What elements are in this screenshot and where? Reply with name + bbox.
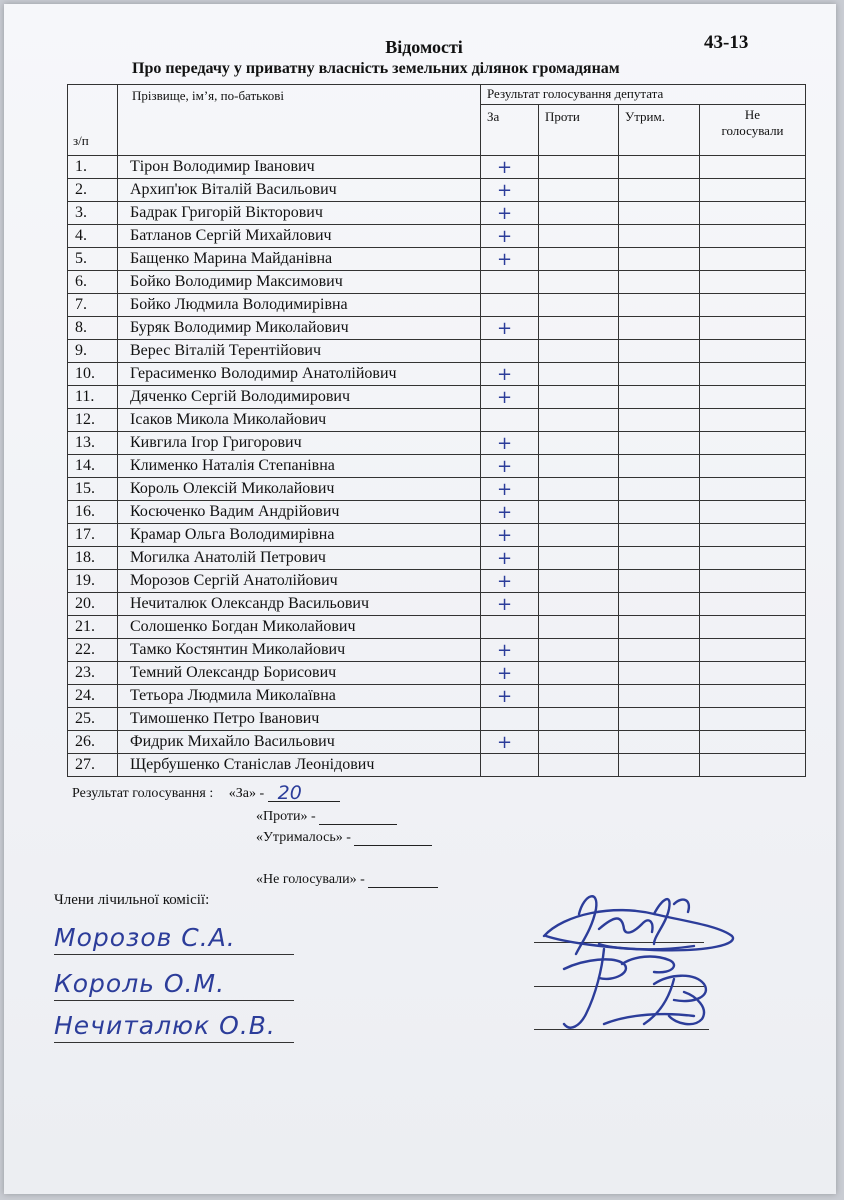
summary-not-voted-blank [368, 873, 438, 888]
vote-not-voted-cell [700, 363, 806, 386]
vote-abstain-cell [619, 386, 700, 409]
row-number: 20. [68, 593, 118, 616]
row-number: 11. [68, 386, 118, 409]
table-row [68, 731, 806, 754]
vote-for-mark: + [481, 501, 539, 524]
summary-for-line [72, 782, 340, 804]
vote-abstain-cell [619, 570, 700, 593]
vote-against-cell [539, 639, 619, 662]
vote-for-mark: + [481, 202, 539, 225]
vote-abstain-cell [619, 179, 700, 202]
document-number: 43-13 [704, 32, 749, 53]
vote-not-voted-cell [700, 386, 806, 409]
vote-for-mark: + [481, 570, 539, 593]
vote-for-mark: + [481, 547, 539, 570]
vote-not-voted-cell [700, 754, 806, 777]
column-header-not-voted [700, 105, 806, 156]
summary-for-blank [268, 782, 340, 804]
row-number: 18. [68, 547, 118, 570]
vote-not-voted-cell [700, 593, 806, 616]
table-row [68, 593, 806, 616]
vote-against-cell [539, 202, 619, 225]
vote-abstain-cell [619, 708, 700, 731]
column-header-name: Прізвище, ім’я, по-батькові [118, 85, 481, 156]
vote-against-cell [539, 616, 619, 639]
row-number: 27. [68, 754, 118, 777]
deputy-name: Верес Віталій Терентійович [118, 340, 481, 363]
summary-for-label: «За» - [228, 786, 265, 801]
row-number: 24. [68, 685, 118, 708]
deputy-name: Герасименко Володимир Анатолійович [118, 363, 481, 386]
vote-abstain-cell [619, 248, 700, 271]
commission-member [54, 1006, 294, 1043]
vote-against-cell [539, 340, 619, 363]
vote-not-voted-cell [700, 455, 806, 478]
vote-for-mark [481, 271, 539, 294]
deputy-name: Батланов Сергій Михайлович [118, 225, 481, 248]
vote-not-voted-cell [700, 340, 806, 363]
vote-not-voted-cell [700, 731, 806, 754]
vote-not-voted-cell [700, 202, 806, 225]
row-number: 14. [68, 455, 118, 478]
vote-against-cell [539, 432, 619, 455]
summary-abstain-label: «Утрималось» - [256, 830, 351, 845]
table-row [68, 754, 806, 777]
vote-for-mark: + [481, 363, 539, 386]
commission-label: Члени лічильної комісії: [54, 892, 210, 908]
row-number: 22. [68, 639, 118, 662]
vote-abstain-cell [619, 754, 700, 777]
deputy-name: Фидрик Михайло Васильович [118, 731, 481, 754]
deputy-name: Нечиталюк Олександр Васильович [118, 593, 481, 616]
vote-not-voted-cell [700, 501, 806, 524]
table-row [68, 708, 806, 731]
table-row [68, 478, 806, 501]
table-row [68, 432, 806, 455]
vote-not-voted-cell [700, 225, 806, 248]
vote-abstain-cell [619, 593, 700, 616]
deputy-name: Король Олексій Миколайович [118, 478, 481, 501]
row-number: 7. [68, 294, 118, 317]
commission-member [54, 964, 294, 1001]
table-row [68, 317, 806, 340]
vote-abstain-cell [619, 156, 700, 179]
vote-against-cell [539, 225, 619, 248]
row-number: 19. [68, 570, 118, 593]
vote-for-mark: + [481, 639, 539, 662]
vote-against-cell [539, 754, 619, 777]
table-row [68, 455, 806, 478]
vote-abstain-cell [619, 409, 700, 432]
vote-against-cell [539, 708, 619, 731]
row-number: 8. [68, 317, 118, 340]
vote-for-mark: + [481, 524, 539, 547]
table-row [68, 179, 806, 202]
column-header-abstain: Утрим. [619, 105, 700, 156]
deputy-name: Крамар Ольга Володимирівна [118, 524, 481, 547]
vote-against-cell [539, 179, 619, 202]
table-row [68, 248, 806, 271]
vote-not-voted-cell [700, 294, 806, 317]
vote-not-voted-cell [700, 179, 806, 202]
summary-not-voted-label: «Не голосували» - [256, 872, 365, 887]
summary-not-voted-line [256, 872, 438, 888]
row-number: 5. [68, 248, 118, 271]
vote-for-mark [481, 708, 539, 731]
table-row [68, 340, 806, 363]
column-header-not-voted-line1: Не [744, 107, 761, 122]
vote-abstain-cell [619, 225, 700, 248]
vote-not-voted-cell [700, 478, 806, 501]
vote-for-mark: + [481, 317, 539, 340]
vote-abstain-cell [619, 501, 700, 524]
row-number: 15. [68, 478, 118, 501]
deputy-name: Тамко Костянтин Миколайович [118, 639, 481, 662]
vote-against-cell [539, 455, 619, 478]
deputy-name: Могилка Анатолій Петрович [118, 547, 481, 570]
vote-against-cell [539, 271, 619, 294]
vote-for-mark: + [481, 432, 539, 455]
commission-member-name: Морозов С.А. [54, 923, 236, 952]
table-row [68, 202, 806, 225]
column-header-against: Проти [539, 105, 619, 156]
vote-for-mark: + [481, 455, 539, 478]
vote-for-mark: + [481, 731, 539, 754]
table-row [68, 662, 806, 685]
signatures-image [504, 874, 754, 1054]
summary-against-label: «Проти» - [256, 809, 316, 824]
row-number: 9. [68, 340, 118, 363]
vote-abstain-cell [619, 455, 700, 478]
table-row [68, 501, 806, 524]
vote-not-voted-cell [700, 271, 806, 294]
vote-abstain-cell [619, 731, 700, 754]
vote-not-voted-cell [700, 547, 806, 570]
row-number: 6. [68, 271, 118, 294]
vote-against-cell [539, 501, 619, 524]
vote-not-voted-cell [700, 662, 806, 685]
vote-for-mark: + [481, 248, 539, 271]
deputy-name: Кивгила Ігор Григорович [118, 432, 481, 455]
vote-abstain-cell [619, 662, 700, 685]
vote-against-cell [539, 156, 619, 179]
summary-against-blank [319, 810, 397, 825]
vote-not-voted-cell [700, 524, 806, 547]
table-row [68, 363, 806, 386]
column-header-result: Результат голосування депутата [481, 85, 806, 105]
vote-abstain-cell [619, 317, 700, 340]
vote-abstain-cell [619, 685, 700, 708]
vote-abstain-cell [619, 294, 700, 317]
summary-against-line [256, 809, 397, 825]
row-number: 25. [68, 708, 118, 731]
vote-not-voted-cell [700, 409, 806, 432]
vote-for-mark: + [481, 685, 539, 708]
vote-abstain-cell [619, 639, 700, 662]
summary-for-value: 20 [277, 782, 302, 804]
voting-table [67, 84, 806, 777]
column-header-not-voted-line2: голосували [721, 123, 784, 138]
deputy-name: Клименко Наталія Степанівна [118, 455, 481, 478]
table-row [68, 225, 806, 248]
vote-abstain-cell [619, 432, 700, 455]
vote-against-cell [539, 547, 619, 570]
vote-not-voted-cell [700, 708, 806, 731]
deputy-name: Дяченко Сергій Володимирович [118, 386, 481, 409]
deputy-name: Тірон Володимир Іванович [118, 156, 481, 179]
table-row [68, 639, 806, 662]
row-number: 23. [68, 662, 118, 685]
table-row [68, 547, 806, 570]
vote-against-cell [539, 363, 619, 386]
vote-not-voted-cell [700, 639, 806, 662]
row-number: 17. [68, 524, 118, 547]
deputy-name: Тетьора Людмила Миколаївна [118, 685, 481, 708]
vote-not-voted-cell [700, 156, 806, 179]
vote-for-mark: + [481, 478, 539, 501]
deputy-name: Ісаков Микола Миколайович [118, 409, 481, 432]
table-row [68, 685, 806, 708]
vote-not-voted-cell [700, 432, 806, 455]
row-number: 16. [68, 501, 118, 524]
deputy-name: Бадрак Григорій Вікторович [118, 202, 481, 225]
vote-against-cell [539, 731, 619, 754]
deputy-name: Морозов Сергій Анатолійович [118, 570, 481, 593]
table-row [68, 271, 806, 294]
deputy-name: Бойко Людмила Володимирівна [118, 294, 481, 317]
vote-for-mark: + [481, 386, 539, 409]
vote-abstain-cell [619, 524, 700, 547]
vote-for-mark: + [481, 662, 539, 685]
commission-member-name: Король О.М. [54, 969, 226, 998]
summary-abstain-line [256, 830, 432, 846]
row-number: 21. [68, 616, 118, 639]
deputy-name: Косюченко Вадим Андрійович [118, 501, 481, 524]
commission-member [54, 918, 294, 955]
deputy-name: Архип'юк Віталій Васильович [118, 179, 481, 202]
vote-not-voted-cell [700, 248, 806, 271]
vote-against-cell [539, 248, 619, 271]
table-row [68, 616, 806, 639]
table-row [68, 386, 806, 409]
vote-for-mark: + [481, 179, 539, 202]
deputy-name: Темний Олександр Борисович [118, 662, 481, 685]
vote-against-cell [539, 524, 619, 547]
vote-against-cell [539, 294, 619, 317]
column-header-for: За [481, 105, 539, 156]
table-row [68, 570, 806, 593]
vote-abstain-cell [619, 340, 700, 363]
row-number: 3. [68, 202, 118, 225]
deputy-name: Тимошенко Петро Іванович [118, 708, 481, 731]
vote-abstain-cell [619, 478, 700, 501]
vote-not-voted-cell [700, 685, 806, 708]
deputy-name: Щербушенко Станіслав Леонідович [118, 754, 481, 777]
summary-label: Результат голосування : [72, 786, 214, 801]
vote-against-cell [539, 685, 619, 708]
document-title: Відомості [385, 37, 463, 57]
vote-abstain-cell [619, 616, 700, 639]
vote-not-voted-cell [700, 616, 806, 639]
table-row [68, 156, 806, 179]
row-number: 13. [68, 432, 118, 455]
vote-against-cell [539, 386, 619, 409]
deputy-name: Буряк Володимир Миколайович [118, 317, 481, 340]
vote-against-cell [539, 409, 619, 432]
table-row [68, 409, 806, 432]
commission-member-name: Нечиталюк О.В. [54, 1011, 276, 1040]
row-number: 26. [68, 731, 118, 754]
vote-for-mark: + [481, 593, 539, 616]
column-header-number: з/п [68, 85, 118, 156]
row-number: 12. [68, 409, 118, 432]
deputy-name: Солошенко Богдан Миколайович [118, 616, 481, 639]
vote-against-cell [539, 478, 619, 501]
table-row [68, 294, 806, 317]
row-number: 1. [68, 156, 118, 179]
table-row [68, 524, 806, 547]
vote-for-mark [481, 294, 539, 317]
row-number: 10. [68, 363, 118, 386]
vote-for-mark: + [481, 225, 539, 248]
vote-against-cell [539, 593, 619, 616]
vote-against-cell [539, 662, 619, 685]
summary-abstain-blank [354, 831, 432, 846]
vote-against-cell [539, 317, 619, 340]
vote-abstain-cell [619, 202, 700, 225]
vote-not-voted-cell [700, 317, 806, 340]
vote-abstain-cell [619, 271, 700, 294]
document-page [4, 4, 836, 1194]
vote-abstain-cell [619, 363, 700, 386]
vote-for-mark [481, 340, 539, 363]
row-number: 2. [68, 179, 118, 202]
vote-for-mark [481, 754, 539, 777]
vote-for-mark [481, 616, 539, 639]
document-subtitle: Про передачу у приватну власність земельних ділянок громадянам [132, 60, 620, 77]
deputy-name: Бойко Володимир Максимович [118, 271, 481, 294]
vote-not-voted-cell [700, 570, 806, 593]
vote-for-mark [481, 409, 539, 432]
deputy-name: Бащенко Марина Майданівна [118, 248, 481, 271]
vote-against-cell [539, 570, 619, 593]
row-number: 4. [68, 225, 118, 248]
vote-abstain-cell [619, 547, 700, 570]
vote-for-mark: + [481, 156, 539, 179]
